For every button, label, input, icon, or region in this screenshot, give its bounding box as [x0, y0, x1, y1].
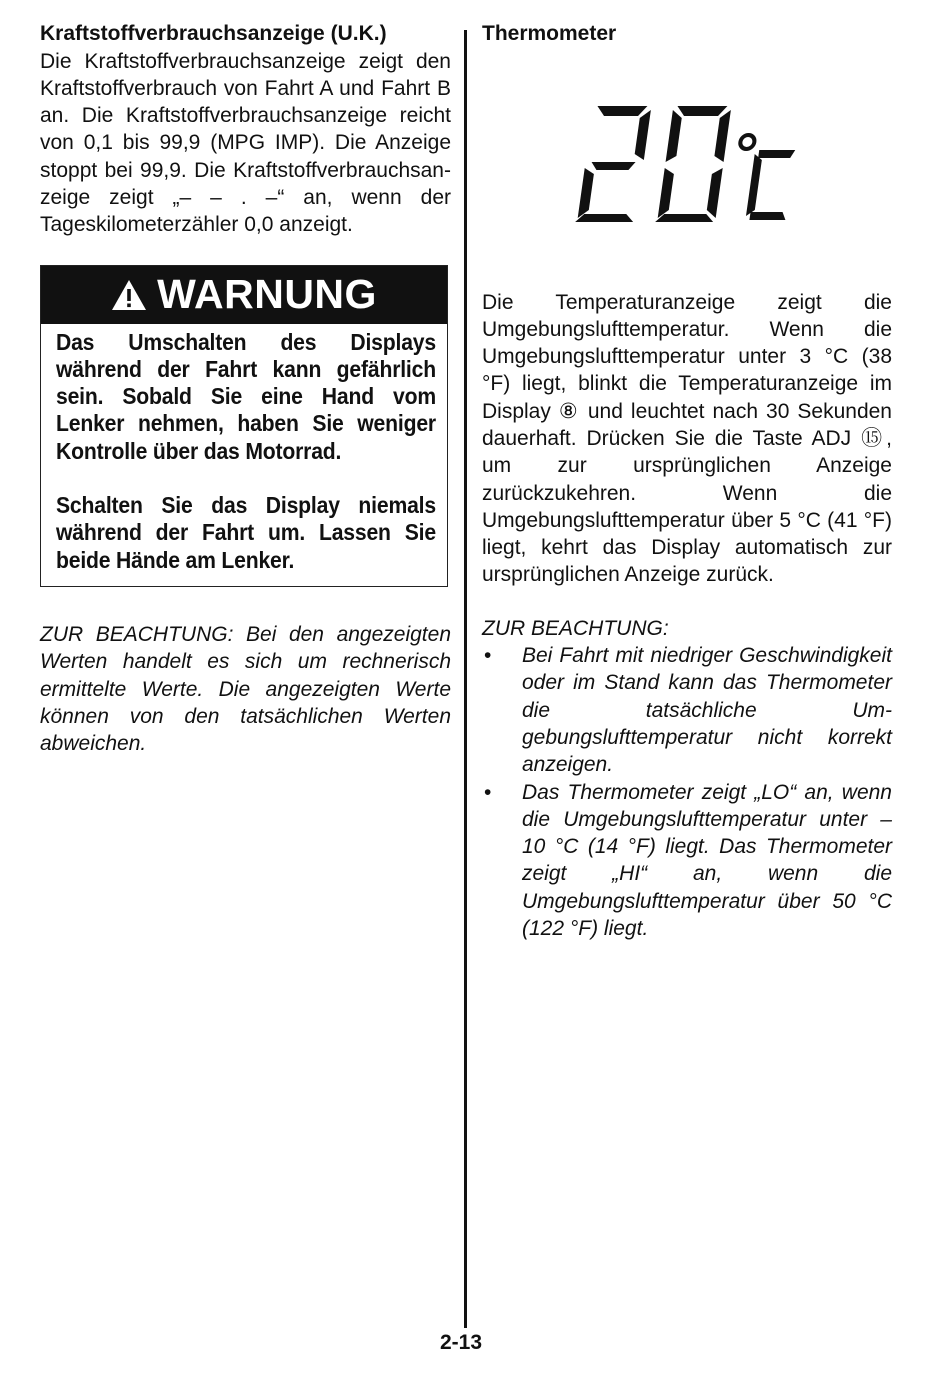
bullet-icon: • [484, 644, 492, 668]
warning-box [40, 265, 448, 587]
warning-title: WARNUNG [157, 271, 377, 318]
column-divider [464, 30, 467, 1328]
bullet-icon: • [484, 780, 492, 804]
warning-paragraph-2: Schalten Sie das Display niemals während der Fahrt um. Lassen Sie beide Hände am Lenker. [56, 492, 436, 573]
note-right-label: ZUR BEACHTUNG: [482, 616, 669, 640]
right-column [482, 20, 892, 942]
page-number: 2-13 [440, 1331, 483, 1354]
thermometer-heading: Thermometer [482, 22, 617, 45]
warning-paragraph-1: Das Umschalten des Displays während der Fahrt kann gefährlich sein. Sobald Sie eine Hand vom Lenker nehmen, haben Sie weniger Kontrolle über das Motorrad. [56, 328, 436, 464]
list-item [482, 642, 892, 778]
thermometer-display-illustration [570, 102, 810, 232]
list-item-text: Das Thermometer zeigt „LO“ an, wenn die Umgebungslufttemperatur unter –10 °C (14 °F) liegt. Das Thermometer zeigt „HI“ an, wenn die Umgebungslufttemperatur über 50 °C (122 °F) liegt. [522, 780, 892, 941]
note-left: ZUR BEACHTUNG: Bei den angezeigten Werten handelt es sich um rechnerisch ermittelte Werte. Die angezeigten Werte können von den tatsächlichen Werten abweichen. [40, 622, 451, 756]
fuel-consumption-paragraph: Die Kraftstoffverbrauchsanzeige zeigt den Kraftstoffverbrauch von Fahrt A und Fahrt B an. Die Kraftstoffverbrauchsanzeige reicht von 0,1 bis 99,9 (MPG IMP). Die Anzeige stoppt bei 99,9. Die Kraftstoffverbrauchsanzeige zeigt „– – . –“ an, wenn der Tageskilometerzähler 0,0 anzeigt. [40, 49, 451, 237]
list-item [482, 779, 892, 943]
fuel-consumption-heading: Kraftstoffverbrauchsanzeige (U.K.) [40, 22, 387, 45]
thermometer-paragraph: Die Temperaturanzeige zeigt die Umgebungslufttemperatur. Wenn die Umgebungslufttemperatur unter 3 °C (38 °F) liegt, blinkt die Temperaturanzeige im Display ⑧ und leuchtet nach 30 Sekunden dauerhaft. Drücken Sie die Taste ADJ ⑮, um zur ursprünglichen Anzeige zurückzukehren. Wenn die Umgebungslufttemperatur über 5 °C (41 °F) liegt, kehrt das Display automatisch zur ursprünglichen Anzeige zurück. [482, 290, 892, 587]
note-right-list [482, 642, 892, 942]
warning-header [41, 266, 447, 324]
warning-triangle-icon [111, 279, 147, 311]
warning-body [41, 324, 447, 586]
left-column [40, 20, 451, 757]
list-item-text: Bei Fahrt mit niedriger Geschwindigkeit oder im Stand kann das Thermometer die tatsächliche Umgebungslufttemperatur nicht korrekt anzeigen. [522, 644, 892, 777]
